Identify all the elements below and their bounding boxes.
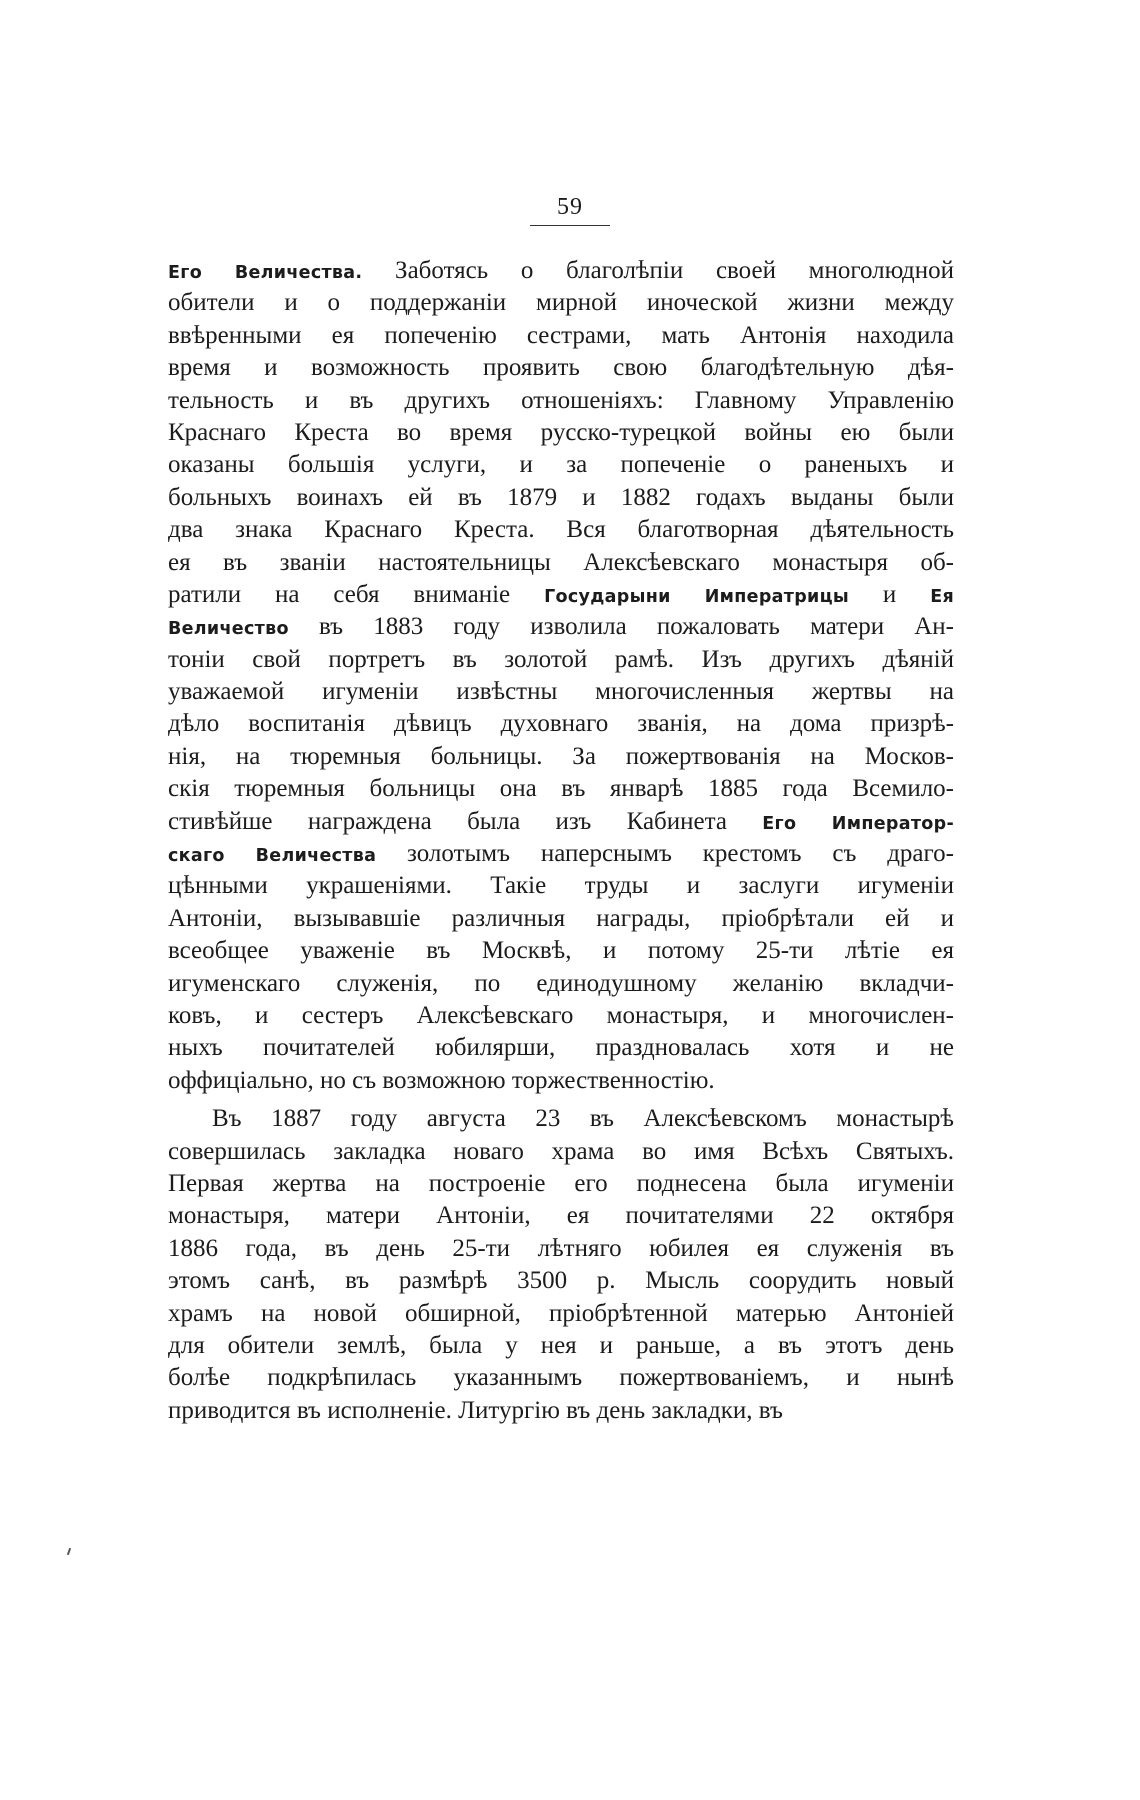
text-line bbox=[168, 482, 954, 514]
text-run: для обители землѣ, была у нея и раньше, а въ этотъ день bbox=[168, 1331, 954, 1359]
text-run: храмъ на новой обширной, пріобрѣтенной матерью Антоніей bbox=[168, 1299, 954, 1327]
emphasized-title: Ея bbox=[930, 586, 954, 607]
text-run: время и возможность проявить свою благодѣтельную дѣя- bbox=[168, 354, 954, 382]
text-run: 1886 года, въ день 25-ти лѣтняго юбилея ея служенія въ bbox=[168, 1234, 954, 1262]
text-run: уважаемой игуменіи извѣстны многочисленныя жертвы на bbox=[168, 678, 954, 706]
text-line bbox=[168, 1136, 954, 1168]
text-line bbox=[168, 806, 954, 838]
body-text bbox=[168, 255, 954, 1427]
scan-speck bbox=[67, 1548, 71, 1555]
text-line bbox=[168, 1265, 954, 1297]
text-line bbox=[168, 1168, 954, 1200]
text-line bbox=[168, 514, 954, 546]
text-line bbox=[168, 287, 954, 319]
text-line bbox=[168, 870, 954, 902]
text-line bbox=[168, 1103, 954, 1135]
text-run: и bbox=[849, 580, 931, 608]
text-line bbox=[168, 644, 954, 676]
text-line bbox=[168, 903, 954, 935]
text-line bbox=[168, 1065, 954, 1097]
text-run: ея въ званіи настоятельницы Алексѣевскаго монастыря об- bbox=[168, 548, 954, 576]
text-run: Заботясь о благолѣпіи своей многолюдной bbox=[362, 257, 954, 284]
text-run: ввѣренными ея попеченію сестрами, мать Антонія находила bbox=[168, 321, 954, 349]
text-run: стивѣйше награждена была изъ Кабинета bbox=[168, 807, 763, 835]
text-run: монастыря, матери Антоніи, ея почитателями 22 октября bbox=[168, 1202, 954, 1230]
text-run: цѣнными украшеніями. Такіе труды и заслуги игуменіи bbox=[168, 872, 954, 900]
text-run: игуменскаго служенія, по единодушному желанію вкладчи- bbox=[168, 969, 954, 997]
text-line bbox=[168, 676, 954, 708]
text-line bbox=[168, 1298, 954, 1330]
text-run: Первая жертва на построеніе его поднесена была игуменіи bbox=[168, 1169, 954, 1197]
text-line bbox=[168, 385, 954, 417]
text-run: этомъ санѣ, въ размѣрѣ 3500 р. Мысль соорудить новый bbox=[168, 1267, 954, 1295]
text-run: оказаны большія услуги, и за попеченіе о раненыхъ и bbox=[168, 451, 954, 479]
text-line bbox=[168, 708, 954, 740]
text-line bbox=[168, 1362, 954, 1394]
text-run: болѣе подкрѣпилась указаннымъ пожертвованіемъ, и нынѣ bbox=[168, 1364, 954, 1392]
text-line bbox=[168, 1395, 954, 1427]
text-run: золотымъ наперснымъ крестомъ съ драго- bbox=[376, 840, 954, 868]
emphasized-title: скаго Величества bbox=[168, 846, 377, 867]
text-run: тельность и въ другихъ отношеніяхъ: Главному Управленію bbox=[168, 386, 954, 414]
text-run: обители и о поддержаніи мирной иноческой жизни между bbox=[168, 289, 954, 317]
text-line bbox=[168, 773, 954, 805]
text-run: ныхъ почитателей юбилярши, праздновалась хотя и не bbox=[168, 1034, 954, 1062]
text-line bbox=[168, 611, 954, 643]
text-run: два знака Краснаго Креста. Вся благотворная дѣятельность bbox=[168, 516, 954, 544]
text-run: дѣло воспитанія дѣвицъ духовнаго званія, на дома призрѣ- bbox=[168, 710, 954, 738]
text-run: приводится въ исполненіе. Литургію въ день закладки, въ bbox=[168, 1396, 783, 1424]
text-run: скія тюремныя больницы она въ январѣ 1885 года Всемило- bbox=[168, 775, 954, 803]
text-line bbox=[168, 449, 954, 481]
emphasized-title: Его Величества. bbox=[168, 263, 363, 283]
text-line bbox=[168, 417, 954, 449]
text-line bbox=[168, 1200, 954, 1232]
emphasized-title: Его Император- bbox=[762, 813, 955, 834]
text-line bbox=[168, 1000, 954, 1032]
page-number: 59 bbox=[557, 194, 583, 220]
text-run: ратили на себя вниманіе bbox=[168, 580, 545, 608]
text-run: тоніи свой портретъ въ золотой рамѣ. Изъ другихъ дѣяній bbox=[168, 645, 954, 673]
text-run: Въ 1887 году августа 23 въ Алексѣевскомъ монастырѣ bbox=[212, 1105, 954, 1133]
text-line bbox=[168, 255, 954, 287]
text-line bbox=[168, 1330, 954, 1362]
text-run: ковъ, и сестеръ Алексѣевскаго монастыря, и многочислен- bbox=[168, 1001, 954, 1029]
text-line bbox=[168, 1032, 954, 1064]
emphasized-title: Величество bbox=[168, 619, 289, 640]
paragraph bbox=[168, 1103, 954, 1427]
text-run: больныхъ воинахъ ей въ 1879 и 1882 годахъ выданы были bbox=[168, 483, 954, 511]
text-run: въ 1883 году изволила пожаловать матери Ан- bbox=[288, 613, 954, 641]
text-run: нія, на тюремныя больницы. За пожертвованія на Москов- bbox=[168, 742, 954, 770]
text-run: всеобщее уваженіе въ Москвѣ, и потому 25-ти лѣтіе ея bbox=[168, 937, 954, 965]
text-line bbox=[168, 547, 954, 579]
text-line bbox=[168, 935, 954, 967]
text-line bbox=[168, 352, 954, 384]
page-number-rule bbox=[530, 225, 610, 226]
emphasized-title: Государыни Императрицы bbox=[544, 586, 849, 607]
text-line bbox=[168, 838, 954, 870]
text-line bbox=[168, 968, 954, 1000]
text-run: оффиціально, но съ возможною торжественностію. bbox=[168, 1066, 715, 1094]
text-line bbox=[168, 741, 954, 773]
paragraph bbox=[168, 255, 954, 1097]
text-run: Антоніи, вызывавшіе различныя награды, пріобрѣтали ей и bbox=[168, 904, 954, 932]
text-run: совершилась закладка новаго храма во имя Всѣхъ Святыхъ. bbox=[168, 1137, 954, 1165]
text-line bbox=[168, 1233, 954, 1265]
text-run: Краснаго Креста во время русско-турецкой войны ею были bbox=[168, 418, 954, 446]
text-line bbox=[168, 320, 954, 352]
text-line bbox=[168, 579, 954, 611]
